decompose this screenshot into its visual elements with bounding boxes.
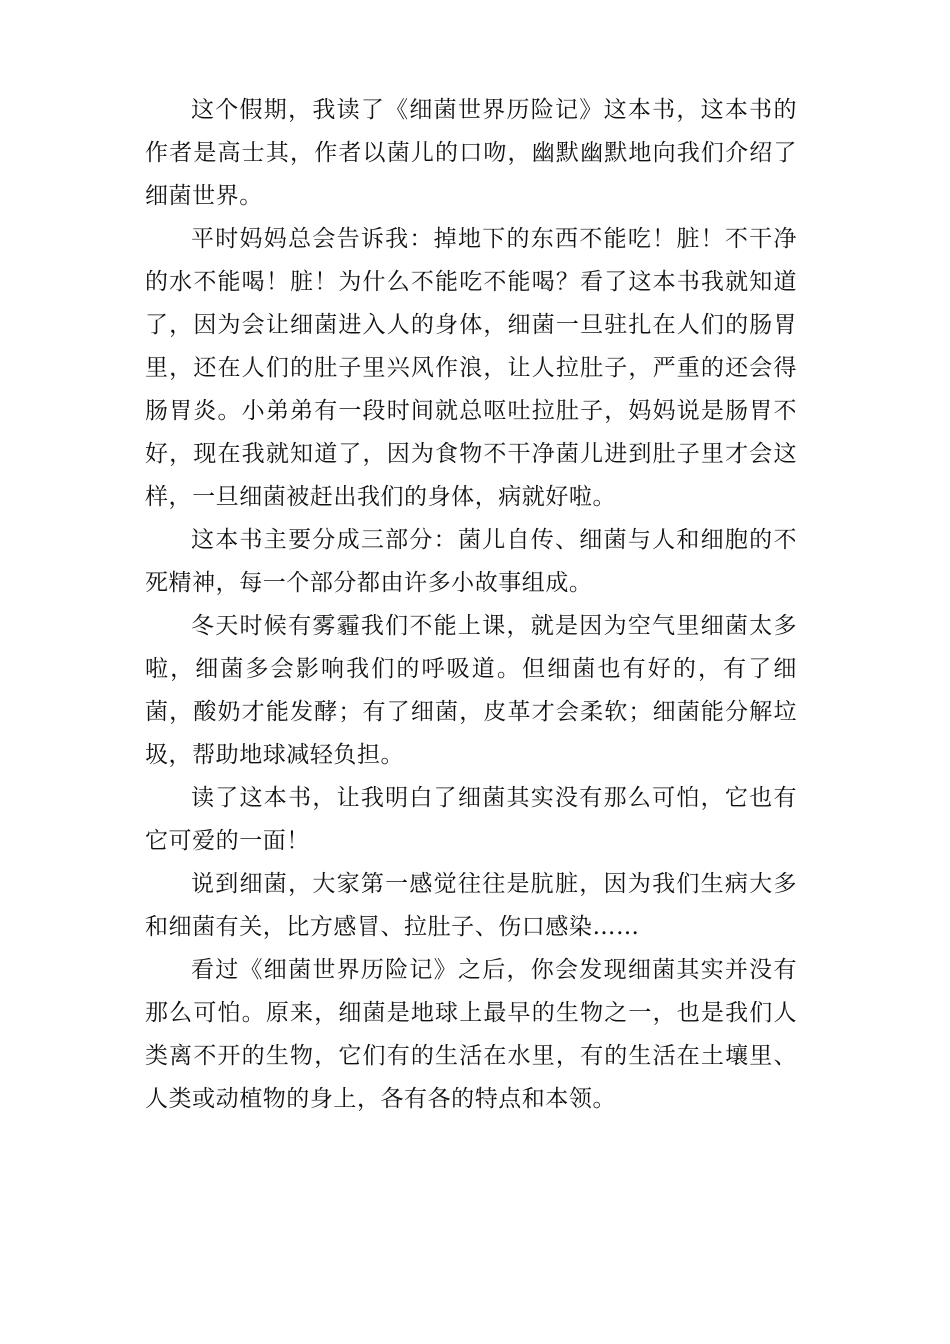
paragraph-4: 冬天时候有雾霾我们不能上课，就是因为空气里细菌太多啦，细菌多会影响我们的呼吸道。但细菌也有好的，有了细菌，酸奶才能发酵；有了细菌，皮革才会柔软；细菌能分解垃圾，帮助地球减轻负担。	[145, 613, 797, 768]
paragraph-7: 看过《细菌世界历险记》之后，你会发现细菌其实并没有那么可怕。原来，细菌是地球上最早的生物之一，也是我们人类离不开的生物，它们有的生活在水里，有的生活在土壤里、人类或动植物的身上，各有各的特点和本领。	[145, 957, 797, 1112]
paragraph-3: 这本书主要分成三部分：菌儿自传、细菌与人和细胞的不死精神，每一个部分都由许多小故事组成。	[145, 527, 797, 596]
paragraph-5: 读了这本书，让我明白了细菌其实没有那么可怕，它也有它可爱的一面！	[145, 785, 797, 854]
paragraph-1: 这个假期，我读了《细菌世界历险记》这本书，这本书的作者是高士其，作者以菌儿的口吻，幽默幽默地向我们介绍了细菌世界。	[145, 97, 797, 209]
paragraph-2: 平时妈妈总会告诉我：掉地下的东西不能吃！脏！不干净的水不能喝！脏！为什么不能吃不能喝？看了这本书我就知道了，因为会让细菌进入人的身体，细菌一旦驻扎在人们的肠胃里，还在人们的肚子里兴风作浪，让人拉肚子，严重的还会得肠胃炎。小弟弟有一段时间就总呕吐拉肚子，妈妈说是肠胃不好，现在我就知道了，因为食物不干净菌儿进到肚子里才会这样，一旦细菌被赶出我们的身体，病就好啦。	[145, 226, 797, 510]
document-body	[145, 89, 797, 1121]
paragraph-6: 说到细菌，大家第一感觉往往是肮脏，因为我们生病大多和细菌有关，比方感冒、拉肚子、伤口感染……	[145, 871, 797, 940]
